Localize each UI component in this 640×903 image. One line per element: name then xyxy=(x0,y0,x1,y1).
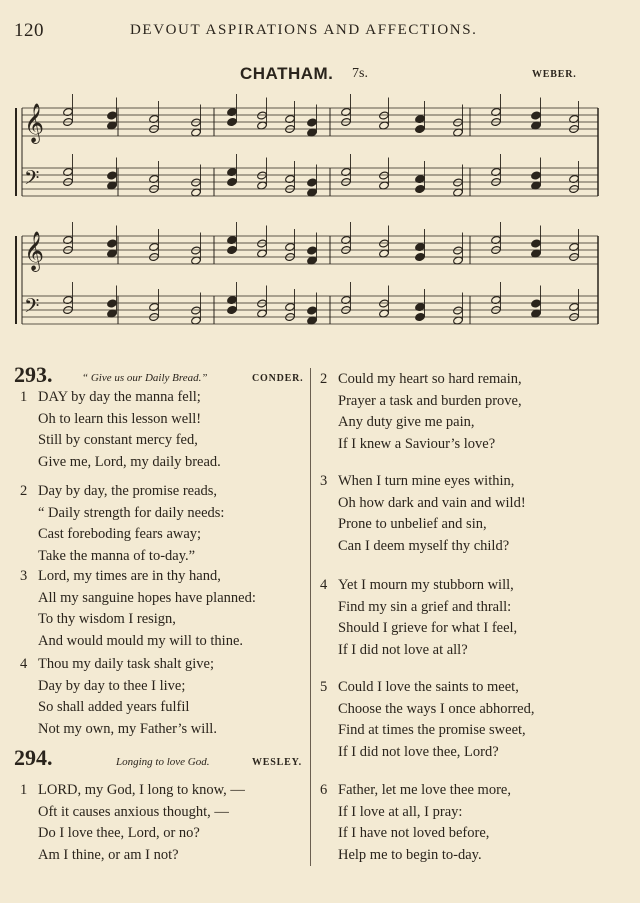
stanza-number: 2 xyxy=(20,483,28,499)
line-text: So shall added years fulfil xyxy=(38,699,190,715)
stanza-line xyxy=(20,452,221,474)
page-number: 120 xyxy=(14,20,44,41)
line-text: DAY by day the manna fell; xyxy=(38,389,201,405)
line-text: “ Daily strength for daily needs: xyxy=(38,504,225,521)
stanza-line xyxy=(320,471,526,493)
stanza-line xyxy=(320,597,517,619)
stanza-line xyxy=(320,802,511,824)
stanza xyxy=(320,471,526,557)
line-text: To thy wisdom I resign, xyxy=(38,611,176,627)
stanza-number: 3 xyxy=(20,568,28,584)
stanza-line xyxy=(20,481,224,503)
line-text: Prayer a task and burden prove, xyxy=(338,392,522,409)
stanza-line xyxy=(320,536,526,558)
line-text: Could I love the saints to meet, xyxy=(338,679,519,695)
stanza-line xyxy=(20,823,245,845)
stanza-number: 4 xyxy=(20,656,28,672)
stanza-line xyxy=(20,430,221,452)
line-text: Father, let me love thee more, xyxy=(338,782,511,798)
stanza-number: 2 xyxy=(320,371,328,387)
stanza-number: 6 xyxy=(320,782,328,798)
stanza-line xyxy=(20,546,224,568)
line-text: Help me to begin to-day. xyxy=(338,846,482,863)
bass-clef-icon: 𝄢 xyxy=(24,294,40,322)
stanza-line xyxy=(320,412,522,434)
line-text: Day by day to thee I live; xyxy=(38,677,186,694)
line-text: All my sanguine hopes have planned: xyxy=(38,589,256,606)
line-text: LORD, my God, I long to know, — xyxy=(38,782,245,798)
stanza-line xyxy=(20,697,217,719)
line-text: Do I love thee, Lord, or no? xyxy=(38,825,200,841)
stanza xyxy=(20,481,224,567)
stanza-line xyxy=(320,575,517,597)
line-text: Am I thine, or am I not? xyxy=(38,846,179,863)
line-text: If I did not love thee, Lord? xyxy=(338,743,499,760)
stanza-number: 4 xyxy=(320,577,328,593)
stanza-line xyxy=(20,631,256,653)
stanza-line xyxy=(20,588,256,610)
line-text: Thou my daily task shalt give; xyxy=(38,656,214,672)
stanza-line xyxy=(320,493,526,515)
stanza xyxy=(20,387,221,473)
stanza-line xyxy=(320,720,535,742)
stanza-line xyxy=(20,719,217,741)
tune-composer: WEBER. xyxy=(532,69,577,80)
line-text: Prone to unbelief and sin, xyxy=(338,516,487,532)
line-text: Yet I mourn my stubborn will, xyxy=(338,577,514,593)
line-text: Cast foreboding fears away; xyxy=(38,526,202,542)
stanza xyxy=(320,677,535,763)
hymn-293-title: “ Give us our Daily Bread.” xyxy=(82,372,208,384)
hymn-293-number: 293. xyxy=(14,362,53,387)
stanza-line xyxy=(320,369,522,391)
stanza-line xyxy=(20,503,224,525)
line-text: Take the manna of to-day.” xyxy=(38,547,196,564)
stanza-line xyxy=(20,845,245,867)
stanza xyxy=(20,566,256,652)
stanza xyxy=(320,780,511,866)
stanza-line xyxy=(20,609,256,631)
stanza-line xyxy=(20,676,217,698)
line-text: Not my own, my Father’s will. xyxy=(38,720,217,737)
stanza-line xyxy=(320,780,511,802)
line-text: And would mould my will to thine. xyxy=(38,632,244,649)
line-text: Oh to learn this lesson well! xyxy=(38,410,202,427)
hymn-294-title: Longing to love God. xyxy=(116,756,210,768)
stanza-line xyxy=(320,514,526,536)
line-text: If I knew a Saviour’s love? xyxy=(338,435,496,452)
hymn-294-author: WESLEY. xyxy=(252,757,302,768)
stanza-number: 1 xyxy=(20,389,28,405)
line-text: Any duty give me pain, xyxy=(338,414,475,430)
stanza-line xyxy=(20,566,256,588)
line-text: Oh how dark and vain and wild! xyxy=(338,494,526,511)
stanza-line xyxy=(20,524,224,546)
hymn-293-author: CONDER. xyxy=(252,373,304,384)
stanza-line xyxy=(320,677,535,699)
music-score xyxy=(0,90,640,360)
stanza-line xyxy=(20,387,221,409)
stanza-number: 3 xyxy=(320,473,328,489)
line-text: Lord, my times are in thy hand, xyxy=(38,568,221,584)
treble-clef-icon: 𝄞 xyxy=(24,231,45,271)
stanza-line xyxy=(320,434,522,456)
line-text: Should I grieve for what I feel, xyxy=(338,620,518,636)
hymn-294-number: 294. xyxy=(14,745,53,770)
stanza-line xyxy=(320,823,511,845)
line-text: If I love at all, I pray: xyxy=(338,803,463,820)
bass-clef-icon: 𝄢 xyxy=(24,166,40,194)
line-text: Give me, Lord, my daily bread. xyxy=(38,453,221,470)
treble-clef-icon: 𝄞 xyxy=(24,103,45,143)
line-text: Choose the ways I once abhorred, xyxy=(338,700,535,717)
tune-name: CHATHAM. xyxy=(240,64,334,83)
line-text: Oft it causes anxious thought, — xyxy=(38,803,229,820)
column-divider xyxy=(310,368,311,866)
line-text: Find my sin a grief and thrall: xyxy=(338,598,512,615)
stanza-line xyxy=(320,391,522,413)
stanza xyxy=(20,780,245,866)
stanza-line xyxy=(320,640,517,662)
line-text: Find at times the promise sweet, xyxy=(338,722,526,738)
stanza xyxy=(20,654,217,740)
line-text: Still by constant mercy fed, xyxy=(38,432,198,448)
stanza-line xyxy=(20,780,245,802)
stanza-line xyxy=(320,618,517,640)
stanza xyxy=(320,369,522,455)
stanza-line xyxy=(320,699,535,721)
stanza-number: 1 xyxy=(20,782,28,798)
stanza-line xyxy=(20,802,245,824)
line-text: Can I deem myself thy child? xyxy=(338,537,510,554)
stanza xyxy=(320,575,517,661)
running-head: DEVOUT ASPIRATIONS AND AFFECTIONS. xyxy=(130,22,478,38)
tune-meter: 7s. xyxy=(352,66,368,81)
stanza-line xyxy=(320,845,511,867)
stanza-line xyxy=(320,742,535,764)
stanza-line xyxy=(20,654,217,676)
line-text: If I have not loved before, xyxy=(338,825,490,841)
line-text: When I turn mine eyes within, xyxy=(338,473,515,489)
line-text: If I did not love at all? xyxy=(338,641,468,658)
stanza-number: 5 xyxy=(320,679,328,695)
stanza-line xyxy=(20,409,221,431)
line-text: Could my heart so hard remain, xyxy=(338,371,522,387)
line-text: Day by day, the promise reads, xyxy=(38,483,218,499)
